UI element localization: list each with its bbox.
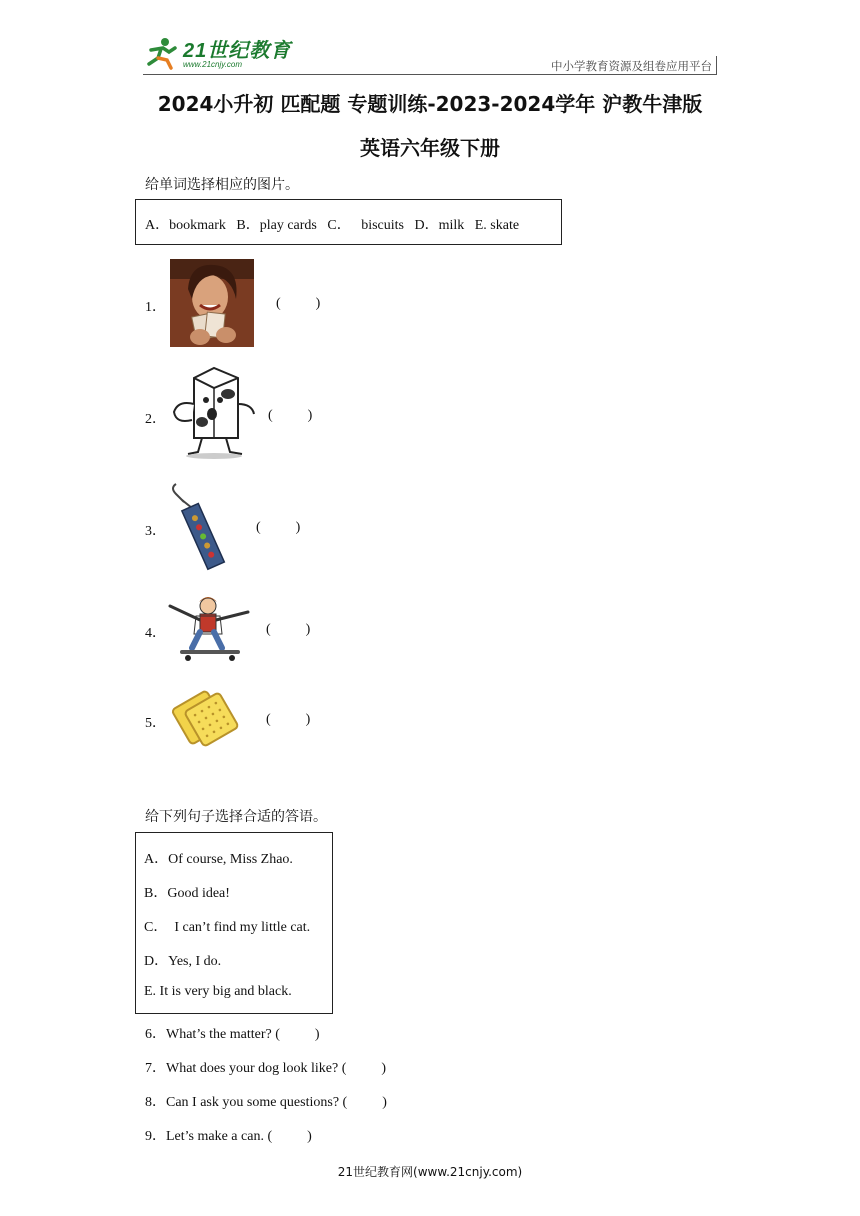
milk-carton-image <box>168 364 260 460</box>
question-number: 4． <box>145 626 166 641</box>
boy-skateboarding-image <box>166 592 252 664</box>
answer-blank[interactable]: ( ) <box>276 296 321 311</box>
reply-option-d: D．Yes, I do. <box>144 954 222 969</box>
word-options-box <box>135 199 562 245</box>
section2-instruction: 给下列句子选择合适的答语。 <box>145 810 327 825</box>
reply-option-b: B．Good idea! <box>144 886 230 901</box>
reply-option-c: C． I can’t find my little cat. <box>144 920 311 935</box>
question-9[interactable]: 9．Let’s make a can. ( ) <box>145 1129 312 1144</box>
answer-blank[interactable]: ( ) <box>266 712 311 727</box>
question-number: 2． <box>145 412 166 427</box>
question-7[interactable]: 7．What does your dog look like? ( ) <box>145 1061 387 1076</box>
question-number: 1． <box>145 300 166 315</box>
reply-option-e: E. It is very big and black. <box>144 984 292 999</box>
answer-blank[interactable]: ( ) <box>256 520 301 535</box>
page-footer: 21世纪教育网(www.21cnjy.com) <box>337 1165 523 1179</box>
page-subtitle: 英语六年级下册 <box>360 136 500 160</box>
question-8[interactable]: 8．Can I ask you some questions? ( ) <box>145 1095 387 1110</box>
biscuits-image <box>166 680 244 754</box>
header-divider-tick <box>716 56 717 75</box>
question-number: 5． <box>145 716 166 731</box>
site-logo <box>143 36 292 76</box>
word-options: A．bookmark B．play cards C． biscuits D．milk E. skate <box>145 218 520 233</box>
reply-option-a: A．Of course, Miss Zhao. <box>144 852 293 867</box>
logo-text: 21世纪教育 <box>183 40 292 62</box>
logo-url: www.21cnjy.com <box>183 60 242 69</box>
header-tagline: 中小学教育资源及组卷应用平台 <box>551 61 712 73</box>
section1-instruction: 给单词选择相应的图片。 <box>145 178 299 193</box>
header-divider <box>143 74 717 75</box>
runner-logo-icon <box>143 36 181 70</box>
question-number: 3． <box>145 524 166 539</box>
answer-blank[interactable]: ( ) <box>266 622 311 637</box>
page-title: 2024小升初 匹配题 专题训练-2023-2024学年 沪教牛津版 <box>157 92 703 116</box>
question-6[interactable]: 6．What’s the matter? ( ) <box>145 1027 320 1042</box>
woman-playing-cards-image <box>170 259 254 347</box>
reply-options-box <box>135 832 333 1014</box>
answer-blank[interactable]: ( ) <box>268 408 313 423</box>
bookmark-image <box>166 480 236 574</box>
